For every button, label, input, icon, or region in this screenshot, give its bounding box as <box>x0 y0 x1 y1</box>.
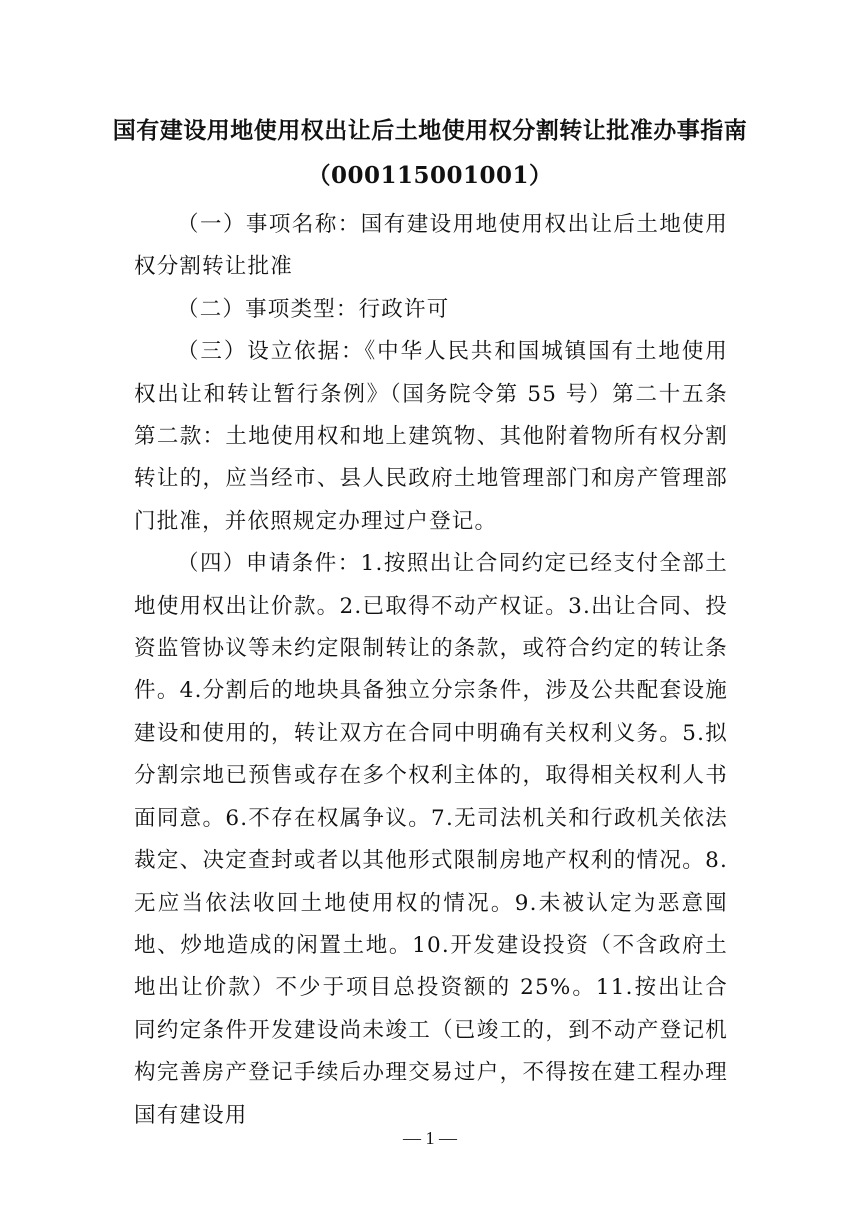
paragraph-item-name: （一）事项名称：国有建设用地使用权出让后土地使用权分割转让批准 <box>134 212 728 280</box>
document-title: 国有建设用地使用权出让后土地使用权分割转让批准办事指南 <box>112 117 748 144</box>
paragraph-legal-basis: （三）设立依据：《中华人民共和国城镇国有土地使用权出让和转让暂行条例》（国务院令第 55 号）第二十五条第二款：土地使用权和地上建筑物、其他附着物所有权分割转让的，应当经市、县人民政府土地管理部门和房产管理部门批准，并依照规定办理过户登记。 <box>134 339 728 534</box>
paragraph-conditions: （四）申请条件：1.按照出让合同约定已经支付全部土地使用权出让价款。2.已取得不动产权证。3.出让合同、投资监管协议等未约定限制转让的条款，或符合约定的转让条件。4.分割后的地块具备独立分宗条件，涉及公共配套设施建设和使用的，转让双方在合同中明确有关权利义务。5.拟分割宗地已预售或存在多个权利主体的，取得相关权利人书面同意。6.不存在权属争议。7.无司法机关和行政机关依法裁定、决定查封或者以其他形式限制房地产权利的情况。8.无应当依法收回土地使用权的情况。9.未被认定为恶意囤地、炒地造成的闲置土地。10.开发建设投资（不含政府土地出让价款）不少于项目总投资额的 25%。11.按出让合同约定条件开发建设尚未竣工（已竣工的，到不动产登记机构完善房产登记手续后办理交易过户，不得按在建工程办理国有建设用 <box>134 551 728 1128</box>
page-number: — 1 — <box>403 1128 457 1148</box>
paragraph-item-type: （二）事项类型：行政许可 <box>177 296 450 322</box>
document-body <box>134 204 728 1137</box>
document-code: （000115001001） <box>307 162 553 189</box>
